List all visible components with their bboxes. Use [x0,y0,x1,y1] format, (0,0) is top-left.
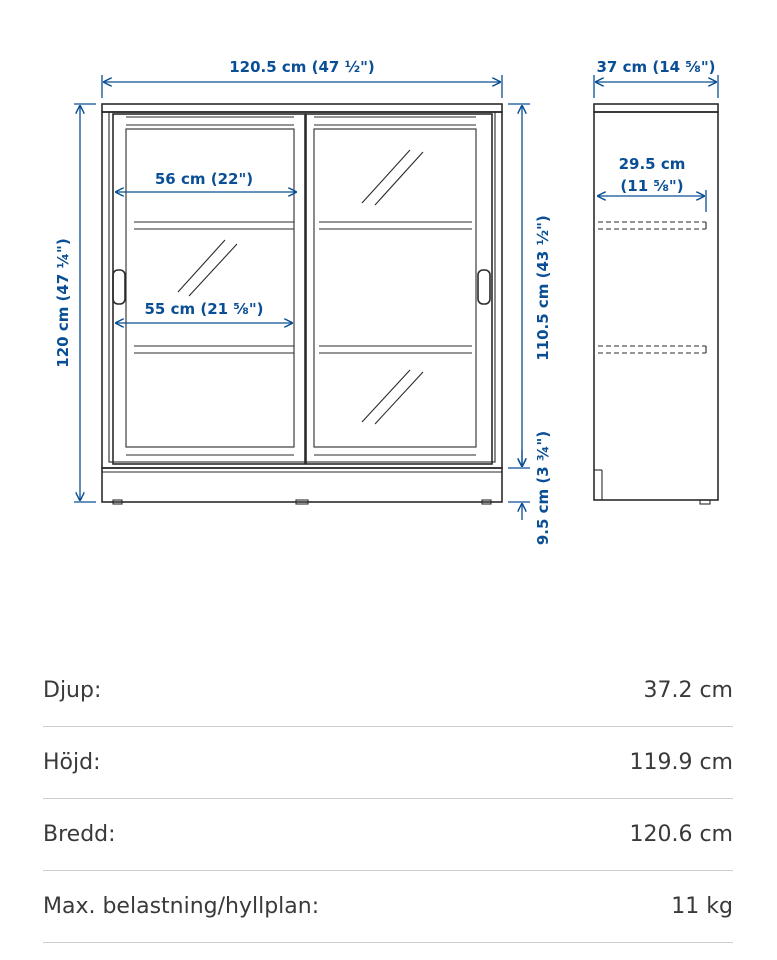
inner-width-bottom-label: 55 cm (21 ⅝") [144,300,264,318]
height-label: 120 cm (47 ¼") [54,238,72,368]
shelf-depth-label-in: (11 ⅝") [620,177,684,195]
shelf-depth-label-cm: 29.5 cm [618,155,686,173]
inner-height-label: 110.5 cm (43 ½") [534,215,552,361]
right-sliding-door [306,114,492,464]
spec-value: 119.9 cm [629,750,733,775]
spec-table [43,655,733,943]
side-shelf-lower [598,346,706,353]
side-shelf-upper [598,222,706,229]
inner-width-top-label: 56 cm (22") [154,170,254,188]
spec-row-max-load [43,871,733,943]
spec-value: 37.2 cm [643,678,733,703]
width-label: 120.5 cm (47 ½") [229,58,375,76]
spec-label: Höjd: [43,750,101,775]
plinth-height-label: 9.5 cm (3 ¾") [534,430,552,546]
left-door-handle [113,270,125,304]
dimension-lines [74,75,718,520]
spec-row-depth [43,655,733,727]
right-door-handle [478,270,490,304]
spec-row-width [43,799,733,871]
spec-row-height [43,727,733,799]
spec-label: Djup: [43,678,102,703]
left-sliding-door [113,114,305,464]
spec-label: Max. belastning/hyllplan: [43,894,320,919]
spec-value: 11 kg [671,894,733,919]
spec-label: Bredd: [43,822,116,847]
spec-value: 120.6 cm [629,822,733,847]
depth-label: 37 cm (14 ⅝") [596,58,716,76]
